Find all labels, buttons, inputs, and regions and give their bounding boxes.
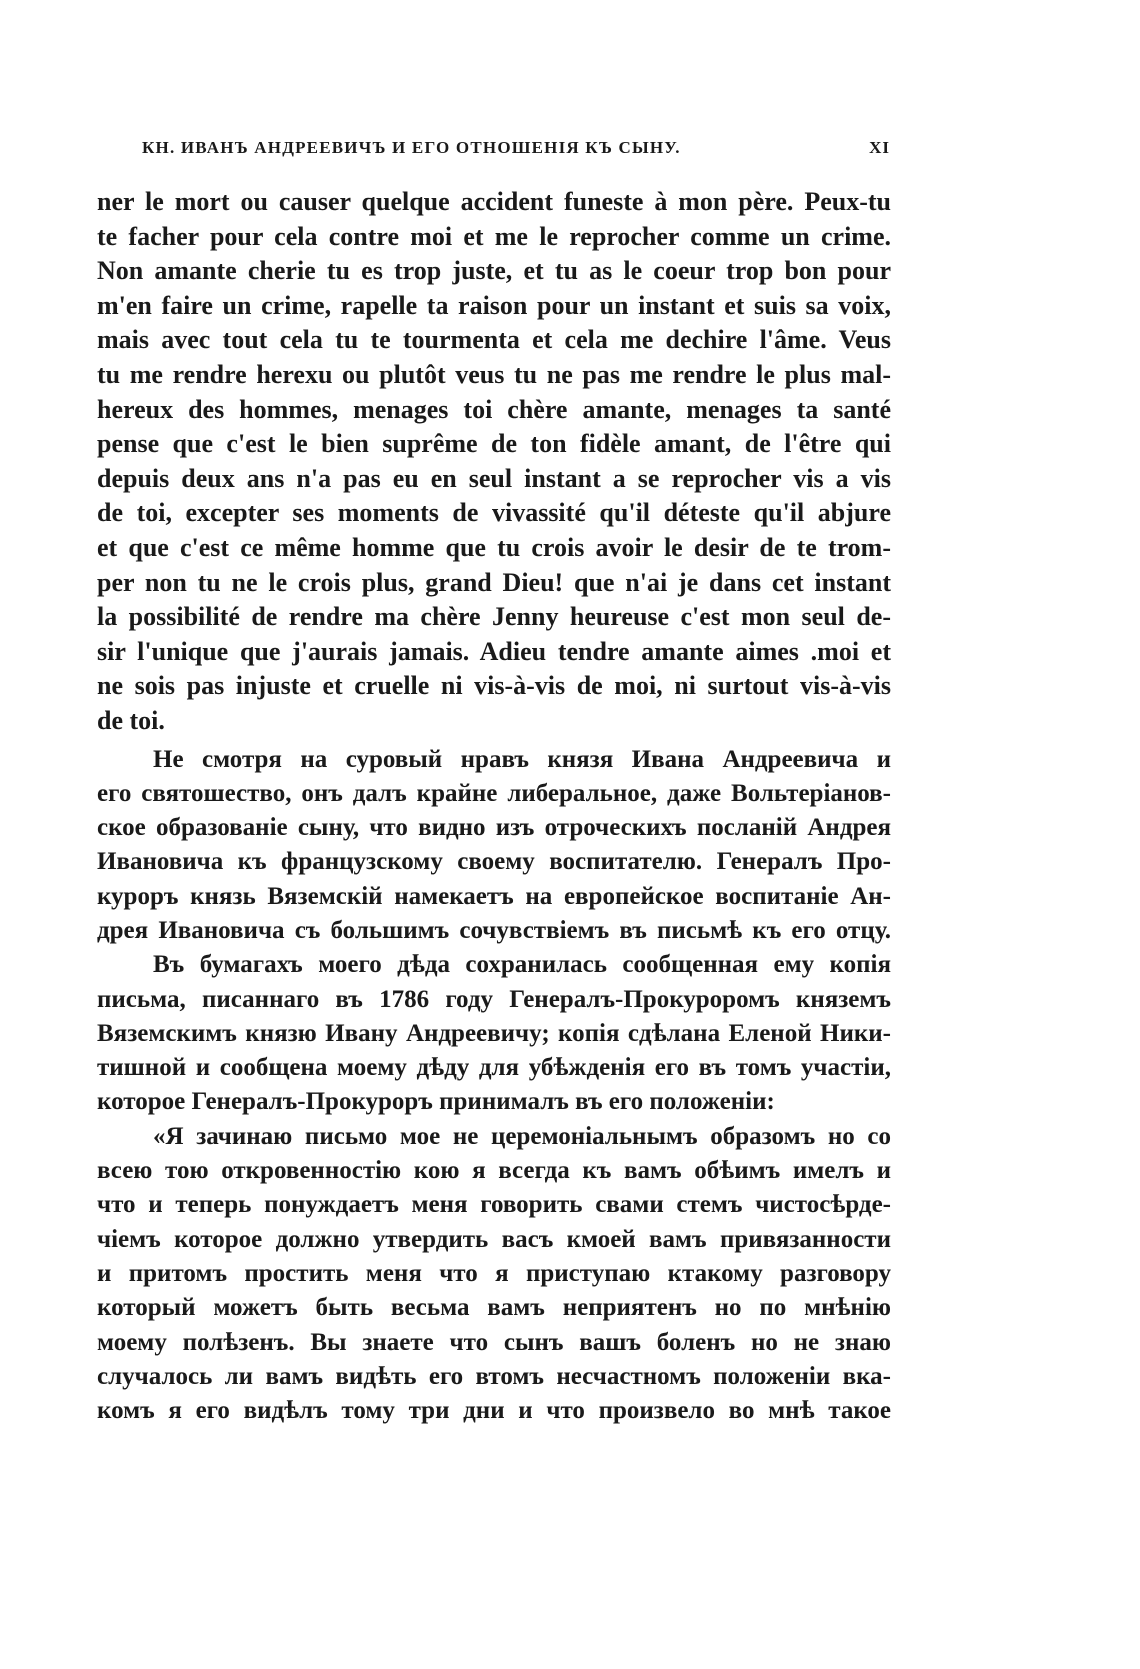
text-line: ner le mort ou causer quelque accident funeste à mon père. Peux-tu: [97, 187, 891, 216]
text-line: что и теперь понуждаетъ меня говорить свами стемъ чистосѣрде-: [97, 1191, 891, 1219]
text-line: per non tu ne le crois plus, grand Dieu! que n'ai je dans cet instant: [97, 567, 891, 597]
running-title: КН. ИВАНЪ АНДРЕЕВИЧЪ И ЕГО ОТНОШЕНІЯ КЪ СЫНУ.: [142, 138, 681, 157]
text-line: «Я зачинаю письмо мое не церемоніальнымъ образомъ но со: [153, 1122, 891, 1150]
text-line: Въ бумагахъ моего дѣда сохранилась сообщенная ему копія: [153, 951, 891, 979]
text-line: всею тою откровенностію кою я всегда къ вамъ обѣимъ имелъ и: [97, 1157, 891, 1185]
text-line: de toi, excepter ses moments de vivassité qu'il déteste qu'il abjure: [97, 498, 891, 528]
text-line: комъ я его видѣлъ тому три дни и что произвело во мнѣ такое: [97, 1397, 891, 1425]
text-line: тишной и сообщена моему дѣду для убѣжденія его въ томъ участіи,: [97, 1054, 891, 1082]
text-line: depuis deux ans n'a pas eu en seul instant a se reprocher vis a vis: [97, 463, 891, 493]
french-letter-continuation: [97, 185, 891, 739]
text-line: ne sois pas injuste et cruelle ni vis-à-vis de moi, ni surtout vis-à-vis: [97, 671, 891, 701]
text-line: pense que c'est le bien suprême de ton fidèle amant, de l'être qui: [97, 429, 891, 459]
text-line: Ивановича къ французскому своему воспитателю. Генералъ Про-: [97, 848, 891, 876]
quoted-letter: [97, 1120, 891, 1429]
text-line: который можетъ быть весьма вамъ неприятенъ но по мнѣнію: [97, 1294, 891, 1322]
text-line: Non amante cherie tu es trop juste, et tu as le coeur trop bon pour: [97, 256, 891, 286]
text-line: его святошество, онъ далъ крайне либеральное, даже Вольтеріанов-: [97, 779, 891, 807]
body-text: [97, 185, 891, 1428]
text-line: tu me rendre herexu ou plutôt veus tu ne pas me rendre le plus mal-: [97, 359, 891, 389]
text-line: m'en faire un crime, rapelle ta raison pour un instant et suis sa voix,: [97, 290, 891, 320]
text-line: sir l'unique que j'aurais jamais. Adieu tendre amante aimes .moi et: [97, 636, 891, 666]
text-line: чіемъ которое должно утвердить васъ кмоей вамъ привязанности: [97, 1225, 891, 1253]
text-line: Вяземскимъ князю Ивану Андреевичу; копія сдѣлана Еленой Ники-: [97, 1019, 891, 1047]
text-line: дрея Ивановича съ большимъ сочувствіемъ въ письмѣ къ его отцу.: [97, 916, 891, 944]
text-line: de toi.: [97, 705, 165, 735]
text-line: и притомъ простить меня что я приступаю ктакому разговору: [97, 1259, 891, 1287]
text-line: случалось ли вамъ видѣть его втомъ несчастномъ положеніи вка-: [97, 1362, 891, 1390]
text-line: Не смотря на суровый нравъ князя Ивана Андреевича и: [153, 745, 891, 773]
text-line: которое Генералъ-Прокуроръ принималъ въ его положеніи:: [97, 1088, 775, 1116]
text-line: et que c'est ce même homme que tu crois avoir le desir de te trom-: [97, 532, 891, 562]
text-line: hereux des hommes, menages toi chère amante, menages ta santé: [97, 394, 891, 424]
paragraph-liberal-education: [97, 743, 891, 949]
text-line: куроръ князь Вяземскій намекаетъ на европейское воспитаніе Ан-: [97, 882, 891, 910]
text-line: la possibilité de rendre ma chère Jenny heureuse c'est mon seul de-: [97, 602, 891, 632]
text-line: ское образованіе сыну, что видно изъ отроческихъ посланій Андрея: [97, 814, 891, 842]
text-line: моему полѣзенъ. Вы знаете что сынъ вашъ боленъ но не знаю: [97, 1328, 891, 1356]
text-line: mais avec tout cela tu te tourmenta et cela me dechire l'âme. Veus: [97, 325, 891, 355]
paragraph-letter-copy: [97, 948, 891, 1119]
page-header: [142, 138, 890, 168]
page-number: XI: [869, 138, 890, 157]
text-line: письма, писаннаго въ 1786 году Генералъ-Прокуроромъ княземъ: [97, 985, 891, 1013]
text-line: te facher pour cela contre moi et me le reprocher comme un crime.: [97, 221, 891, 251]
